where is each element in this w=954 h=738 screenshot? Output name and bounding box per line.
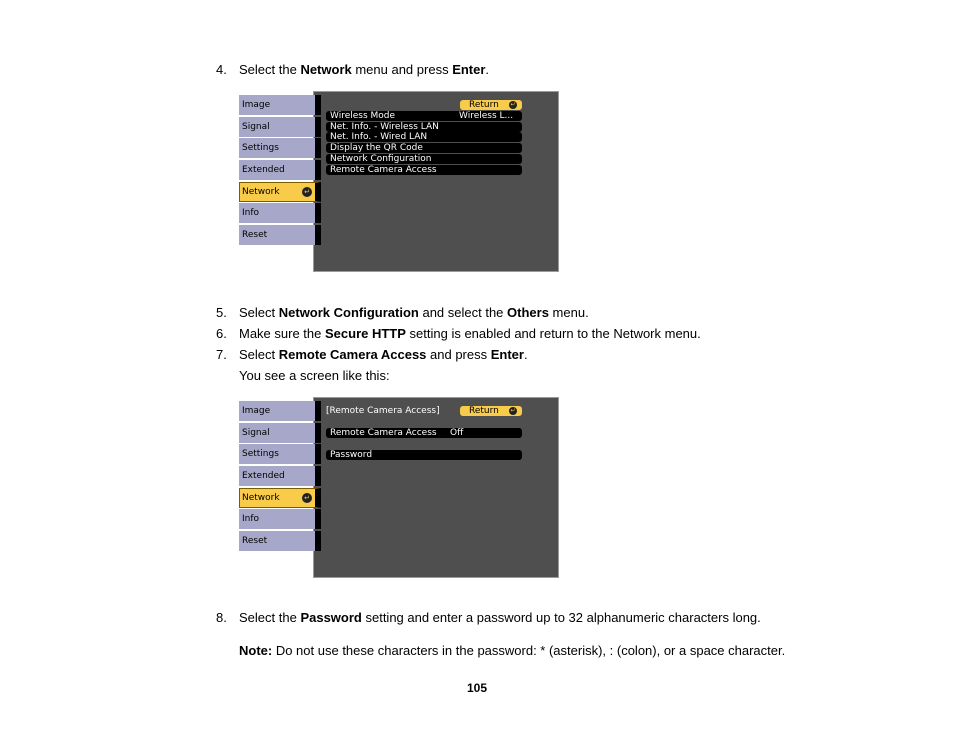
tab-label: Network: [242, 492, 280, 503]
tab-info: [239, 509, 321, 529]
return-button: [460, 100, 522, 110]
row-value: Wireless L...: [459, 111, 514, 121]
step-7: [216, 347, 528, 363]
row-label: Net. Info. - Wired LAN: [330, 132, 428, 143]
row-label: Net. Info. - Wireless LAN: [330, 121, 439, 132]
step-number: 5.: [216, 305, 227, 320]
row-label: Wireless Mode: [330, 111, 396, 121]
page-number: 105: [466, 681, 488, 695]
step-number: 6.: [216, 326, 227, 341]
tab-label: Info: [242, 208, 260, 219]
step-text: setting and enter a password up to 32 alphanumeric characters long.: [361, 610, 761, 625]
step-5: [216, 305, 589, 321]
menu-tabs: [239, 401, 321, 553]
tab-signal: [239, 423, 321, 443]
tab-label: Settings: [242, 449, 279, 460]
row-label: Remote Camera Access: [330, 428, 437, 438]
tab-label: Reset: [242, 230, 268, 241]
tab-reset: [239, 225, 321, 245]
note: [239, 643, 785, 659]
step-text: .: [523, 347, 528, 362]
tab-label: Signal: [242, 121, 270, 132]
menu-row-wireless-mode: [326, 111, 522, 121]
row-label: Remote Camera Access: [330, 164, 437, 175]
tab-label: Settings: [242, 143, 279, 154]
step-text: and press: [426, 347, 491, 362]
tab-network: [239, 488, 321, 508]
tab-label: Info: [242, 514, 260, 525]
tab-label: Image: [242, 100, 271, 110]
tab-image: [239, 95, 321, 115]
return-label: Return: [469, 406, 499, 416]
step-text: Select the: [239, 610, 301, 625]
tab-settings: [239, 444, 321, 464]
return-button: [460, 406, 522, 416]
menu-row-password: [326, 450, 522, 460]
step-bold: Network: [300, 62, 352, 77]
step-text: .: [485, 62, 490, 77]
projector-menu-screenshot-remote-camera: [239, 397, 561, 579]
step-text: and select the: [418, 305, 508, 320]
step-text: menu and press: [351, 62, 453, 77]
tab-network: [239, 182, 321, 202]
step-text: Select: [239, 305, 279, 320]
menu-row-network-configuration: [326, 154, 522, 164]
menu-row-wired-lan: [326, 132, 522, 142]
menu-row-remote-camera-access: [326, 428, 522, 438]
tab-reset: [239, 531, 321, 551]
tab-label: Image: [242, 406, 271, 416]
step-number: 4.: [216, 62, 227, 77]
menu-row-remote-camera-access: [326, 165, 522, 175]
tab-label: Extended: [242, 165, 285, 176]
step-6: [216, 326, 701, 342]
enter-icon: ↵: [302, 493, 312, 503]
tab-label: Extended: [242, 471, 285, 482]
note-label: Note:: [239, 643, 273, 658]
step-bold: Remote Camera Access: [278, 347, 427, 362]
tab-extended: [239, 466, 321, 486]
enter-icon: ↵: [510, 407, 516, 414]
step-bold: Enter: [452, 62, 486, 77]
tab-image: [239, 401, 321, 421]
tab-info: [239, 203, 321, 223]
enter-icon: ↵: [302, 187, 312, 197]
step-number: 8.: [216, 610, 227, 625]
step-text: setting is enabled and return to the Network menu.: [405, 326, 701, 341]
enter-icon: ↵: [510, 101, 516, 108]
note-text: Do not use these characters in the password: * (asterisk), : (colon), or a space character.: [272, 643, 786, 658]
step-bold: Others: [507, 305, 549, 320]
step-text: Make sure the: [239, 326, 325, 341]
menu-panel: [313, 397, 559, 578]
tab-settings: [239, 138, 321, 158]
return-label: Return: [469, 100, 499, 110]
row-label: Display the QR Code: [330, 143, 423, 154]
tab-label: Signal: [242, 427, 270, 438]
row-label: Network Configuration: [330, 153, 432, 164]
tab-extended: [239, 160, 321, 180]
step-bold: Enter: [490, 347, 524, 362]
step-text: Select: [239, 347, 279, 362]
you-see-text: You see a screen like this:: [239, 368, 390, 383]
step-bold: Network Configuration: [278, 305, 419, 320]
tab-label: Reset: [242, 536, 268, 547]
menu-row-wireless-lan: [326, 122, 522, 132]
step-number: 7.: [216, 347, 227, 362]
step-text: Select the: [239, 62, 301, 77]
submenu-title: [Remote Camera Access]: [326, 406, 440, 416]
tab-label: Network: [242, 186, 280, 197]
step-bold: Password: [300, 610, 362, 625]
projector-menu-screenshot-network: [239, 91, 561, 273]
step-8: [216, 610, 761, 626]
step-bold: Secure HTTP: [325, 326, 406, 341]
menu-row-qr-code: [326, 143, 522, 153]
step-text: menu.: [548, 305, 589, 320]
row-label: Password: [330, 449, 373, 460]
menu-tabs: [239, 95, 321, 247]
tab-signal: [239, 117, 321, 137]
row-value: Off: [450, 428, 464, 438]
step-4: [216, 62, 489, 78]
